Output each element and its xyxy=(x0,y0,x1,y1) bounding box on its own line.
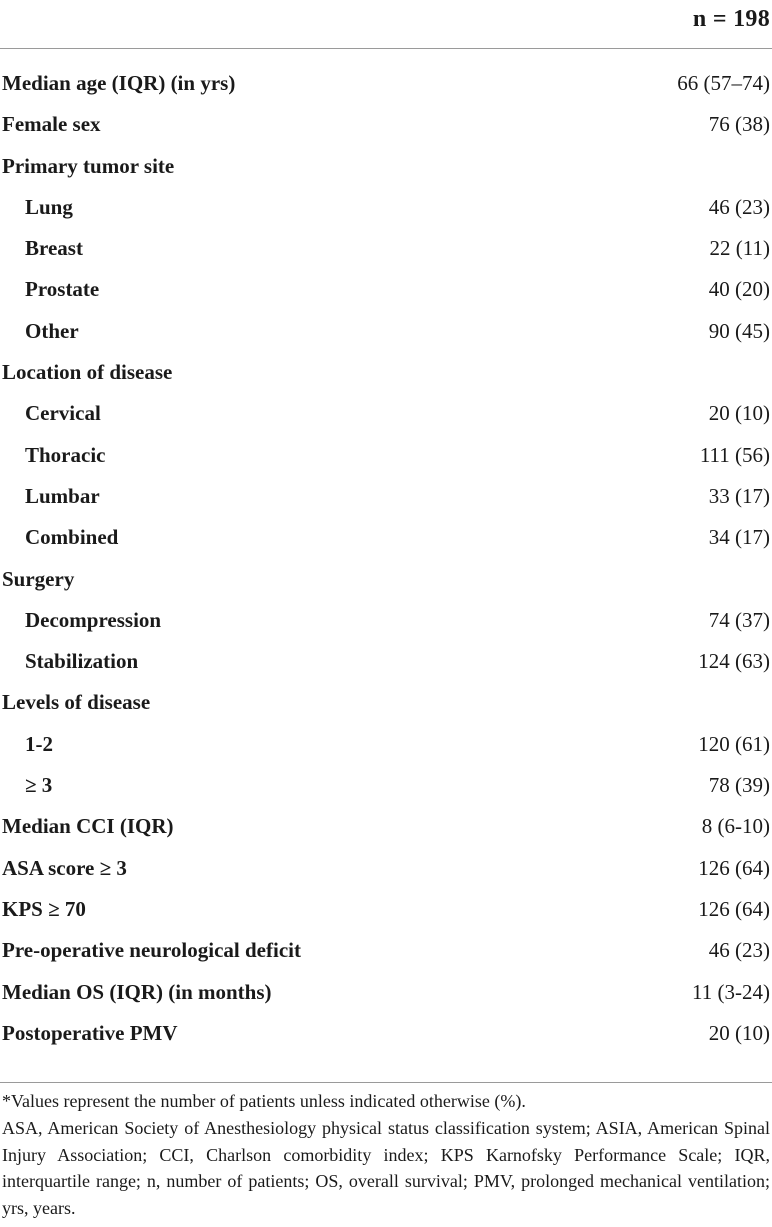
row-label: Combined xyxy=(25,525,119,550)
table-header xyxy=(0,0,772,49)
row-value: 11 (3-24) xyxy=(692,979,770,1004)
table-bottom-rule xyxy=(0,1082,772,1083)
row-label: Cervical xyxy=(25,401,101,426)
table-row xyxy=(0,395,772,436)
row-value: 20 (10) xyxy=(708,401,770,426)
row-label: Pre-operative neurological deficit xyxy=(2,938,301,963)
row-label: Median CCI (IQR) xyxy=(2,814,174,839)
row-label: Primary tumor site xyxy=(2,153,175,178)
table-row xyxy=(0,106,772,147)
table-row xyxy=(0,726,772,767)
row-label: Breast xyxy=(25,236,83,261)
table-row xyxy=(0,189,772,230)
row-label: ≥ 3 xyxy=(25,773,53,798)
table-row xyxy=(0,850,772,891)
table-row xyxy=(0,767,772,808)
table-row xyxy=(0,271,772,312)
row-value: 40 (20) xyxy=(708,277,770,302)
row-value: 76 (38) xyxy=(708,112,770,137)
row-label: Lung xyxy=(25,194,73,219)
row-value: 46 (23) xyxy=(708,938,770,963)
row-label: Median OS (IQR) (in months) xyxy=(2,979,272,1004)
row-label: Female sex xyxy=(2,112,101,137)
row-value: 120 (61) xyxy=(698,731,770,756)
table-row xyxy=(0,561,772,602)
sample-size-header: n = 198 xyxy=(692,6,770,32)
table-body xyxy=(0,65,772,1056)
table-row xyxy=(0,643,772,684)
table-row xyxy=(0,808,772,849)
row-label: Location of disease xyxy=(2,360,173,385)
table-row xyxy=(0,684,772,725)
row-value: 66 (57–74) xyxy=(677,71,770,95)
row-value: 74 (37) xyxy=(708,607,770,632)
row-value: 8 (6-10) xyxy=(701,814,770,839)
table-row xyxy=(0,354,772,395)
table-row xyxy=(0,478,772,519)
row-label: Postoperative PMV xyxy=(2,1020,178,1045)
footnote-values: *Values represent the number of patients unless indicated otherwise (%). xyxy=(2,1091,526,1111)
row-label: 1-2 xyxy=(25,731,53,756)
row-value: 90 (45) xyxy=(708,318,770,343)
table-row xyxy=(0,519,772,560)
row-label: Prostate xyxy=(25,277,100,302)
row-label: Stabilization xyxy=(25,649,139,674)
table-row xyxy=(0,974,772,1015)
row-value: 22 (11) xyxy=(709,236,770,261)
row-label: Thoracic xyxy=(25,442,106,467)
table-footnotes xyxy=(2,1088,770,1222)
table-row xyxy=(0,602,772,643)
row-value: 126 (64) xyxy=(698,896,770,921)
row-label: Lumbar xyxy=(25,483,100,508)
row-value: 126 (64) xyxy=(698,855,770,880)
table-row xyxy=(0,1015,772,1056)
row-value: 124 (63) xyxy=(698,649,770,674)
row-value: 78 (39) xyxy=(708,773,770,798)
table-row xyxy=(0,230,772,271)
row-label: ASA score ≥ 3 xyxy=(2,855,127,880)
row-label: Decompression xyxy=(25,607,162,632)
table-row xyxy=(0,65,772,106)
table-row xyxy=(0,148,772,189)
row-label: KPS ≥ 70 xyxy=(2,896,86,921)
table-row xyxy=(0,313,772,354)
row-value: 111 (56) xyxy=(699,442,770,467)
table-row xyxy=(0,437,772,478)
row-label: Other xyxy=(25,318,79,343)
row-value: 20 (10) xyxy=(708,1020,770,1045)
row-label: Median age (IQR) (in yrs) xyxy=(2,71,236,95)
row-label: Surgery xyxy=(2,566,75,591)
row-value: 34 (17) xyxy=(708,525,770,550)
table-row xyxy=(0,932,772,973)
table-row xyxy=(0,891,772,932)
row-value: 46 (23) xyxy=(708,194,770,219)
row-label: Levels of disease xyxy=(2,690,151,715)
row-value: 33 (17) xyxy=(708,483,770,508)
footnote-abbreviations: ASA, American Society of Anesthesiology physical status classification system; ASIA, American Spinal Injury Association; CCI, Charlson comorbidity index; KPS Karnofsky Performance Scale; IQR, interquartile range; n, number of patients; OS, overall survival; PMV, prolonged mechanical ventilation; yrs, years. xyxy=(2,1117,770,1219)
